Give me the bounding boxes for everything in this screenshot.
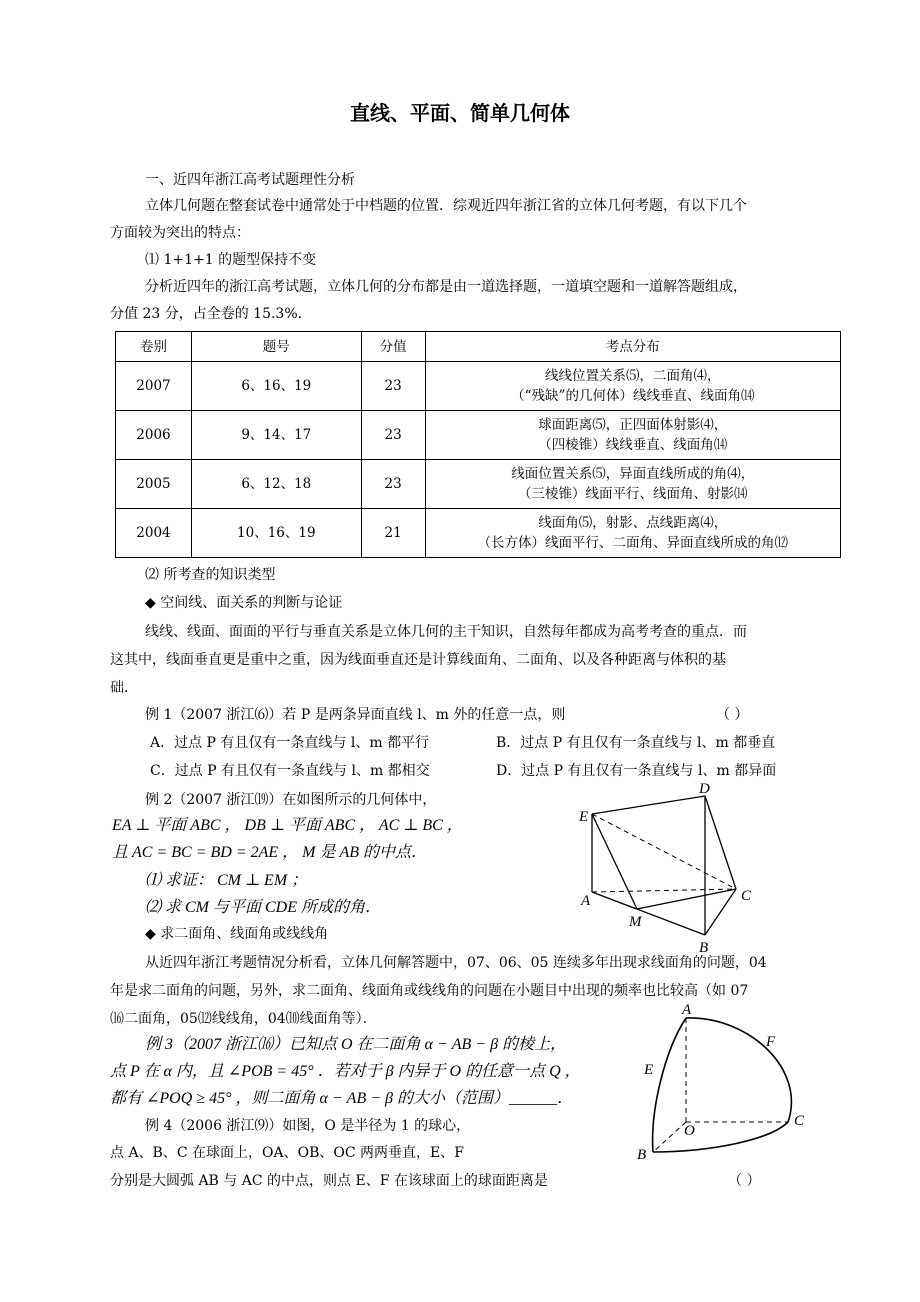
topics-line: （四棱锥）线线垂直、线面角⒁ bbox=[538, 437, 728, 453]
answer-blank: （ ） bbox=[728, 1173, 761, 1189]
label-D: D bbox=[699, 781, 710, 797]
topics-line: 球面距离⑸，正四面体射影⑷， bbox=[538, 417, 728, 433]
para2-line-2: 这其中，线面垂直更是重中之重，因为线面垂直还是计算线面角、二面角、以及各种距离与体积的基 bbox=[110, 652, 726, 668]
solid-figure bbox=[575, 778, 765, 956]
topics-cell bbox=[425, 411, 840, 460]
example4-line-1: 例 4（2006 浙江⑼）如图，O 是半径为 1 的球心， bbox=[145, 1118, 471, 1134]
score-cell: 21 bbox=[361, 509, 425, 558]
page-title: 直线、平面、简单几何体 bbox=[350, 101, 570, 125]
label-B: B bbox=[637, 1147, 647, 1163]
math-text: 点 P 在 α 内，且 ∠POB = 45° ．若对于 β 内异于 O 的任意一点 Q ， bbox=[110, 1063, 581, 1080]
example4-line-3: 分别是大圆弧 AB 与 AC 的中点，则点 E、F 在该球面上的球面距离是 bbox=[110, 1173, 548, 1189]
score-cell: 23 bbox=[361, 460, 425, 509]
option-c: C．过点 P 有且仅有一条直线与 l、m 都相交 bbox=[150, 763, 430, 779]
topics-cell bbox=[425, 362, 840, 411]
distribution-table bbox=[115, 331, 841, 558]
table-row bbox=[116, 411, 841, 460]
year-cell: 2004 bbox=[116, 509, 192, 558]
math-text: ⑵ 求 CM 与平面 CDE 所成的角． bbox=[145, 899, 382, 916]
edge-BC bbox=[705, 889, 736, 935]
example2-q2 bbox=[145, 898, 381, 918]
example2-cond-2 bbox=[112, 843, 427, 863]
math-text: 例 3（2007 浙江⒃）已知点 O 在二面角 α − AB − β 的棱上， bbox=[145, 1036, 567, 1053]
point-1: ⑴ 1+1+1 的题型保持不变 bbox=[145, 252, 317, 268]
header-cell: 考点分布 bbox=[425, 332, 840, 362]
label-C: C bbox=[741, 888, 752, 904]
header-cell: 卷别 bbox=[116, 332, 192, 362]
radius-OB bbox=[653, 1122, 686, 1152]
section-heading: 一、近四年浙江高考试题理性分析 bbox=[145, 172, 355, 188]
topics-line: 线线位置关系⑸，二面角⑷， bbox=[545, 368, 721, 384]
header-cell: 题号 bbox=[191, 332, 361, 362]
para1-line-2: 分值 23 分，占全卷的 15.3%． bbox=[110, 306, 312, 322]
example2-stem: 例 2（2007 浙江⒆）在如图所示的几何体中， bbox=[145, 792, 437, 808]
para1-line-1: 分析近四年的浙江高考试题，立体几何的分布都是由一道选择题，一道填空题和一道解答题组成， bbox=[145, 279, 747, 295]
example1-stem: 例 1（2007 浙江⑹）若 P 是两条异面直线 l、m 外的任意一点，则 bbox=[145, 707, 566, 723]
questions-cell: 6、16、19 bbox=[191, 362, 361, 411]
intro-line-1: 立体几何题在整套试卷中通常处于中档题的位置．综观近四年浙江省的立体几何考题，有以下几个 bbox=[145, 198, 747, 214]
year-cell: 2007 bbox=[116, 362, 192, 411]
example2-q1 bbox=[145, 871, 307, 891]
option-b: B．过点 P 有且仅有一条直线与 l、m 都垂直 bbox=[496, 735, 776, 751]
bullet-1: ◆ 空间线、面关系的判断与论证 bbox=[145, 595, 343, 611]
edge-ED bbox=[592, 796, 705, 814]
label-B: B bbox=[699, 940, 709, 956]
table-row bbox=[116, 509, 841, 558]
label-M: M bbox=[629, 914, 642, 930]
math-text: EA ⊥ 平面 ABC ， DB ⊥ 平面 ABC ， AC ⊥ BC ， bbox=[112, 817, 463, 834]
para2-line-3: 础． bbox=[110, 680, 138, 696]
topics-cell bbox=[425, 509, 840, 558]
arc-AC bbox=[686, 1018, 791, 1122]
edge-AC bbox=[592, 889, 736, 892]
label-E: E bbox=[579, 809, 589, 825]
table-row bbox=[116, 460, 841, 509]
example3-line-1 bbox=[145, 1035, 566, 1055]
topics-line: （“残缺”的几何体）线线垂直、线面角⒁ bbox=[511, 388, 755, 404]
score-cell: 23 bbox=[361, 362, 425, 411]
year-cell: 2006 bbox=[116, 411, 192, 460]
intro-line-2: 方面较为突出的特点： bbox=[110, 225, 250, 241]
para2-line-1: 线线、线面、面面的平行与垂直关系是立体几何的主干知识，自然每年都成为高考考查的重点．而 bbox=[145, 624, 747, 640]
option-a: A．过点 P 有且仅有一条直线与 l、m 都平行 bbox=[150, 735, 430, 751]
topics-line: 线面位置关系⑸，异面直线所成的角⑷， bbox=[511, 466, 755, 482]
edge-DC bbox=[705, 796, 736, 889]
point-2: ⑵ 所考查的知识类型 bbox=[145, 567, 276, 583]
math-text: ⑴ 求证： CM ⊥ EM ； bbox=[145, 872, 308, 889]
sphere-octant-figure bbox=[630, 1000, 820, 1170]
arc-AB bbox=[653, 1018, 686, 1152]
bullet-2: ◆ 求二面角、线面角或线线角 bbox=[145, 926, 329, 942]
para3-line-3: ⒃二面角，05⑿线线角，04⑽线面角等）． bbox=[110, 1011, 377, 1027]
para3-line-2: 年是求二面角的问题，另外，求二面角、线面角或线线角的问题在小题目中出现的频率也比较高（如 07 bbox=[110, 983, 749, 999]
label-E: E bbox=[644, 1062, 654, 1078]
para3-line-1: 从近四年浙江考题情况分析看，立体几何解答题中，07、06、05 连续多年出现求线面角的问题，04 bbox=[145, 955, 767, 971]
edge-MC bbox=[637, 889, 736, 909]
example4-line-2: 点 A、B、C 在球面上，OA、OB、OC 两两垂直，E、F bbox=[110, 1145, 464, 1161]
example3-line-2 bbox=[110, 1062, 581, 1082]
topics-line: （三棱锥）线面平行、线面角、射影⒁ bbox=[518, 486, 748, 502]
questions-cell: 10、16、19 bbox=[191, 509, 361, 558]
label-A: A bbox=[682, 1002, 692, 1018]
example2-cond-1 bbox=[112, 816, 463, 836]
option-d: D．过点 P 有且仅有一条直线与 l、m 都异面 bbox=[496, 763, 777, 779]
table-header-row bbox=[116, 332, 841, 362]
year-cell: 2005 bbox=[116, 460, 192, 509]
label-F: F bbox=[766, 1034, 776, 1050]
questions-cell: 9、14、17 bbox=[191, 411, 361, 460]
math-text: 且 AC = BC = BD = 2AE ， M 是 AB 的中点． bbox=[112, 844, 428, 861]
topics-line: 线面角⑸，射影、点线距离⑷， bbox=[538, 515, 728, 531]
label-A: A bbox=[581, 893, 591, 909]
example3-line-3 bbox=[110, 1089, 573, 1109]
topics-cell bbox=[425, 460, 840, 509]
label-O: O bbox=[684, 1123, 695, 1139]
math-text: 都有 ∠POQ ≥ 45° ，则二面角 α − AB − β 的大小（范围）______． bbox=[110, 1090, 573, 1107]
questions-cell: 6、12、18 bbox=[191, 460, 361, 509]
answer-blank: （ ） bbox=[716, 707, 749, 723]
table-row bbox=[116, 362, 841, 411]
arc-BC bbox=[653, 1122, 788, 1152]
score-cell: 23 bbox=[361, 411, 425, 460]
label-C: C bbox=[794, 1113, 805, 1129]
header-cell: 分值 bbox=[361, 332, 425, 362]
topics-line: （长方体）线面平行、二面角、异面直线所成的角⑿ bbox=[477, 535, 789, 551]
